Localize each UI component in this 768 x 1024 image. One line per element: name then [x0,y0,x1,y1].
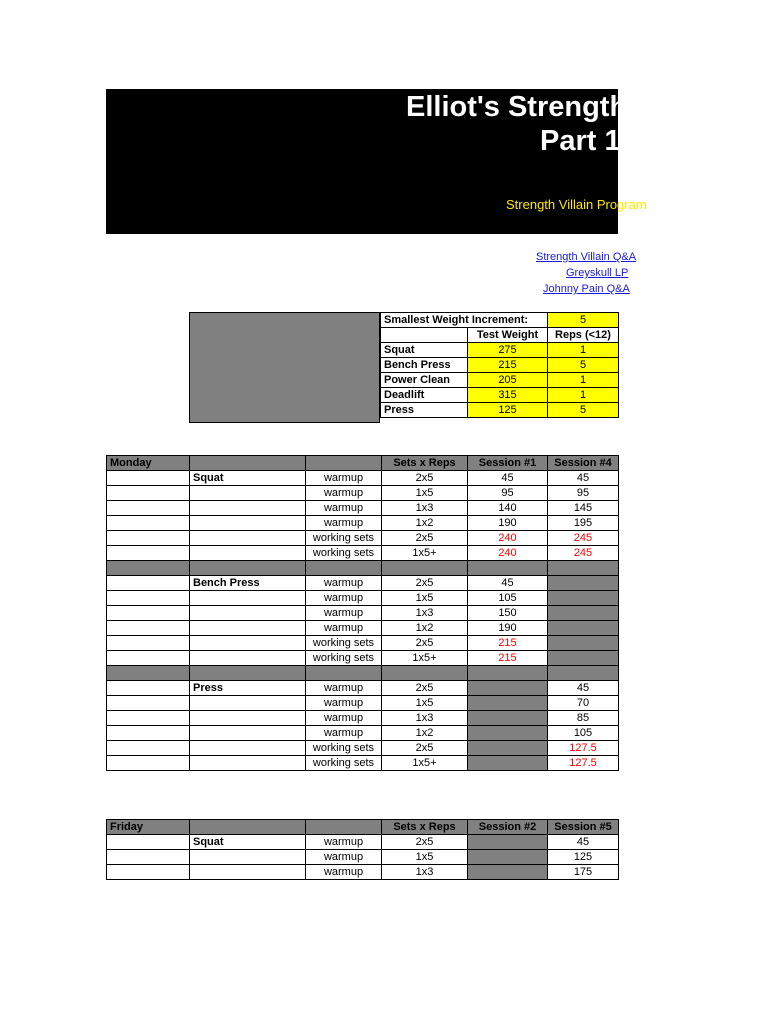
empty-session-cell [468,725,548,740]
working-weight: 245 [548,546,619,561]
sets-reps: 2x5 [382,635,468,650]
lift-row [381,403,619,418]
monday-table [106,455,619,771]
lift-weight[interactable]: 205 [468,373,548,388]
friday-table-container [106,819,618,884]
session-weight: 105 [468,590,548,605]
empty-session-cell [548,650,619,665]
set-type: warmup [306,575,382,590]
set-type: working sets [306,635,382,650]
session-weight: 105 [548,725,619,740]
empty-session-cell [468,695,548,710]
table-row [107,680,619,695]
empty-session-cell [548,620,619,635]
empty-session-cell [468,740,548,755]
table-row [107,471,619,486]
day-label: Friday [107,820,190,835]
lift-reps[interactable]: 1 [548,373,619,388]
separator-row [107,665,619,680]
sets-reps: 1x2 [382,725,468,740]
lift-name: Deadlift [381,388,468,403]
set-type: warmup [306,710,382,725]
empty-session-cell [468,755,548,770]
table-row [107,575,619,590]
lift-weight[interactable]: 215 [468,358,548,373]
lift-row [381,388,619,403]
table-row [107,725,619,740]
sets-reps: 2x5 [382,531,468,546]
session-weight: 95 [468,486,548,501]
session-weight: 70 [548,695,619,710]
test-weight-header: Test Weight [468,328,548,343]
set-type: working sets [306,546,382,561]
link-greyskull[interactable]: Greyskull LP [566,267,629,279]
lift-row [381,343,619,358]
monday-table-container [106,455,618,790]
table-row [107,650,619,665]
separator-row [107,561,619,576]
friday-header-row [107,820,619,835]
sets-reps: 1x2 [382,516,468,531]
friday-table [106,819,619,880]
page-title-line-2: Part 1 [540,125,621,157]
set-type: warmup [306,850,382,865]
sets-reps: 1x3 [382,865,468,880]
set-type: working sets [306,740,382,755]
working-weight: 240 [468,546,548,561]
sets-reps: 1x3 [382,501,468,516]
increment-row [381,313,619,328]
session-weight: 45 [468,471,548,486]
day-label: Monday [107,456,190,471]
reps-header: Reps (<12) [548,328,619,343]
settings-header-row [381,328,619,343]
table-row [107,835,619,850]
sets-reps: 2x5 [382,835,468,850]
empty-session-cell [548,635,619,650]
set-type: warmup [306,471,382,486]
session-weight: 190 [468,516,548,531]
session-weight: 95 [548,486,619,501]
sets-reps: 2x5 [382,471,468,486]
sets-reps-header: Sets x Reps [382,820,468,835]
empty-session-cell [468,850,548,865]
increment-value[interactable]: 5 [548,313,619,328]
set-type: warmup [306,835,382,850]
working-weight: 240 [468,531,548,546]
table-row [107,501,619,516]
settings-table [380,312,619,418]
sets-reps: 2x5 [382,740,468,755]
sets-reps: 1x3 [382,710,468,725]
session-weight: 45 [468,575,548,590]
monday-header-row [107,456,619,471]
empty-session-cell [548,575,619,590]
set-type: warmup [306,605,382,620]
lift-name: Bench Press [381,358,468,373]
lift-name: Power Clean [381,373,468,388]
session-weight: 195 [548,516,619,531]
sets-reps: 1x5+ [382,755,468,770]
program-subtitle: Strength Villain Program [506,197,647,212]
session-header: Session #2 [468,820,548,835]
set-type: warmup [306,501,382,516]
session-weight: 140 [468,501,548,516]
session-weight: 145 [548,501,619,516]
set-type: working sets [306,531,382,546]
session-weight: 190 [468,620,548,635]
settings-table-container [380,312,618,424]
sets-reps: 1x5 [382,695,468,710]
working-weight: 127.5 [548,755,619,770]
title-banner [106,89,647,234]
table-row [107,531,619,546]
link-strength-villain-qa[interactable]: Strength Villain Q&A [536,251,637,263]
set-type: warmup [306,620,382,635]
set-type: working sets [306,650,382,665]
table-row [107,605,619,620]
set-type: warmup [306,865,382,880]
lift-weight[interactable]: 315 [468,388,548,403]
table-row [107,695,619,710]
page-title-line-1: Elliot's Strength [406,91,628,123]
reference-links [106,250,637,300]
session-weight: 85 [548,710,619,725]
empty-session-cell [548,590,619,605]
set-type: warmup [306,590,382,605]
working-weight: 215 [468,635,548,650]
link-johnny-pain-qa[interactable]: Johnny Pain Q&A [543,283,630,295]
sets-reps: 1x5 [382,850,468,865]
lift-reps[interactable]: 5 [548,403,619,418]
increment-label: Smallest Weight Increment: [381,313,548,328]
session-header: Session #1 [468,456,548,471]
lift-name: Squat [381,343,468,358]
table-row [107,710,619,725]
lift-weight[interactable]: 275 [468,343,548,358]
table-row [107,516,619,531]
table-row [107,546,619,561]
set-type: warmup [306,486,382,501]
sets-reps: 1x5+ [382,546,468,561]
table-row [107,620,619,635]
sets-reps-header: Sets x Reps [382,456,468,471]
settings-gray-panel [189,312,380,423]
sets-reps: 1x2 [382,620,468,635]
exercise-name: Bench Press [190,575,306,590]
session-header: Session #4 [548,456,619,471]
set-type: warmup [306,516,382,531]
session-weight: 150 [468,605,548,620]
exercise-name: Squat [190,835,306,850]
table-row [107,740,619,755]
lift-reps[interactable]: 1 [548,343,619,358]
table-row [107,590,619,605]
empty-session-cell [468,835,548,850]
empty-session-cell [468,865,548,880]
working-weight: 215 [468,650,548,665]
sets-reps: 1x5+ [382,650,468,665]
sets-reps: 1x5 [382,486,468,501]
lift-reps[interactable]: 1 [548,388,619,403]
working-weight: 245 [548,531,619,546]
table-row [107,486,619,501]
session-weight: 125 [548,850,619,865]
sets-reps: 2x5 [382,680,468,695]
set-type: working sets [306,755,382,770]
exercise-name: Squat [190,471,306,486]
working-weight: 127.5 [548,740,619,755]
table-row [107,865,619,880]
empty-session-cell [548,605,619,620]
set-type: warmup [306,725,382,740]
sets-reps: 1x3 [382,605,468,620]
lift-row [381,373,619,388]
set-type: warmup [306,680,382,695]
empty-session-cell [468,710,548,725]
session-weight: 45 [548,471,619,486]
table-row [107,635,619,650]
set-type: warmup [306,695,382,710]
table-row [107,850,619,865]
session-weight: 45 [548,835,619,850]
sets-reps: 2x5 [382,575,468,590]
table-row [107,755,619,770]
lift-reps[interactable]: 5 [548,358,619,373]
lift-weight[interactable]: 125 [468,403,548,418]
session-weight: 175 [548,865,619,880]
sets-reps: 1x5 [382,590,468,605]
lift-row [381,358,619,373]
session-weight: 45 [548,680,619,695]
lift-name: Press [381,403,468,418]
exercise-name: Press [190,680,306,695]
empty-session-cell [468,680,548,695]
session-header: Session #5 [548,820,619,835]
